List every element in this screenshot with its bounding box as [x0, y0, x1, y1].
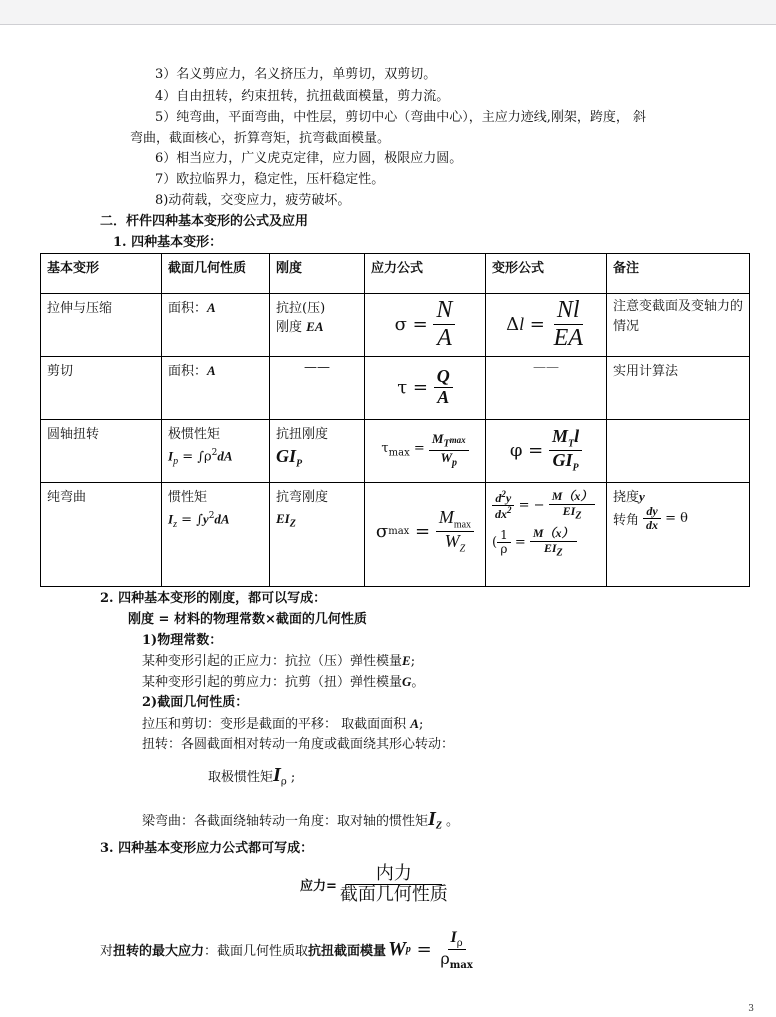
cell-geometry: [162, 420, 270, 483]
cell-deformation-formula: [486, 357, 607, 420]
subsection-1-title: 1. 四种基本变形：: [113, 235, 223, 250]
cell-stiffness: [270, 420, 365, 483]
cell-stress-formula: [365, 420, 486, 483]
cell-note: 实用计算法: [607, 357, 750, 420]
intro-line-2: 4）自由扭转，约束扭转，抗扭截面模量，剪力流。: [155, 89, 450, 104]
torsion-max-stress-line: 对 扭转的最大应力 ：截面几何性质取 抗扭截面模量 W p = $\frac{I_\rho}{\rho_{max}}$: [100, 929, 473, 972]
polar-moment-formula: $I_p = \int\rho^2dA$: [168, 448, 233, 467]
curvature-formula: ( $\frac{1}{\rho}$ = $\frac{M(x)}{EI_Z}$: [492, 527, 600, 558]
stiffness-dash: ——: [304, 360, 330, 375]
intro-line-1: 3）名义剪应力，名义挤压力，单剪切，双剪切。: [155, 67, 437, 82]
torsion-deformation-formula: φ = $\frac{M_Tl}{GI_P}$: [492, 423, 600, 477]
physical-line-2: 某种变形引起的剪应力：抗剪（扭）弹性模量G。: [142, 674, 425, 690]
header-deformation-formula: 变形公式: [486, 254, 607, 294]
cell-deformation-formula: [486, 420, 607, 483]
bending-stress-formula: σ max = $\frac{M_{max}}{W_Z}$: [371, 486, 479, 576]
geometry-line-2: 扭转：各圆截面相对转动一角度或截面绕其形心转动：: [142, 737, 455, 752]
stress-label: 应力=: [300, 878, 337, 894]
stress-numerator: 内力: [346, 864, 442, 885]
header-notes: 备注: [607, 254, 750, 294]
section-2-title: 二．杆件四种基本变形的公式及应用: [100, 214, 309, 229]
cell-deformation-formula: [486, 294, 607, 357]
cell-name: 纯弯曲: [41, 483, 162, 587]
subsection-3-title: 3. 四种基本变形应力公式都可写成：: [100, 841, 314, 856]
deflection-symbol: y: [639, 489, 645, 504]
cell-geometry: [162, 294, 270, 357]
stiffness-equation: 刚度 = 材料的物理常数×截面的几何性质: [128, 612, 367, 627]
header-stiffness: 刚度: [270, 254, 365, 294]
cell-name: 剪切: [41, 357, 162, 420]
cell-note: 注意变截面及变轴力的情况: [607, 294, 750, 357]
tension-deformation-formula: Δl = $\frac{Nl}{EA}$: [506, 297, 583, 351]
deflection-curve-formula: $\frac{d^2y}{dx^2}$ = − $\frac{M(x)}{EI_Z}$: [492, 490, 600, 521]
geometry-line-3: 取极惯性矩$I_\rho$ ;: [208, 764, 296, 788]
subsection-2-title: 2. 四种基本变形的刚度，都可以写成：: [100, 591, 327, 606]
cell-stress-formula: [365, 294, 486, 357]
geometry-line-4: 梁弯曲：各截面绕轴转动一角度：取对轴的惯性矩$I_Z$ 。: [142, 808, 460, 832]
intro-line-6: 7）欧拉临界力，稳定性，压杆稳定性。: [155, 172, 385, 187]
moment-of-inertia-formula: $I_z = \int y^2dA$: [168, 511, 230, 530]
intro-line-7: 8)动荷载，交变应力，疲劳破坏。: [155, 193, 351, 208]
table-header-row: [41, 254, 750, 294]
cell-geometry-label: 惯性矩: [168, 490, 208, 505]
slope-formula: 转角 $\frac{dy}{dx}$ = θ: [613, 504, 688, 533]
table-row: [41, 420, 750, 483]
header-stress-formula: 应力公式: [365, 254, 486, 294]
stiffness-label-1: 抗拉(压): [276, 301, 326, 316]
cell-note: [607, 483, 750, 587]
cell-name: 圆轴扭转: [41, 420, 162, 483]
cell-stiffness: [270, 294, 365, 357]
cell-deformation-formula: [486, 483, 607, 587]
shear-stress-formula: τ = $\frac{Q}{A}$: [371, 360, 479, 414]
page-number: 3: [748, 1004, 754, 1014]
geometry-title: 2)截面几何性质：: [142, 695, 249, 710]
tension-stress-formula: σ = $\frac{N}{A}$: [371, 297, 479, 351]
stress-denominator: 截面几何性质: [339, 883, 448, 905]
stiffness-symbol: EA: [306, 319, 324, 334]
cell-name: 拉伸与压缩: [41, 294, 162, 357]
cell-geometry: [162, 483, 270, 587]
cell-geometry-label: 面积：: [168, 301, 208, 316]
table-row: [41, 483, 750, 587]
torsion-stress-formula: $\tau_{max}$ = $\frac{M_T\max}{W_p}$: [371, 423, 479, 477]
stress-general-formula: [300, 864, 451, 905]
cell-stiffness: [270, 357, 365, 420]
intro-line-5: 6）相当应力，广义虎克定律，应力圆，极限应力圆。: [155, 151, 463, 166]
stiffness-label-1: 抗弯刚度: [276, 490, 329, 505]
cell-geometry-label: 极惯性矩: [168, 427, 221, 442]
cell-note: [607, 420, 750, 483]
physical-line-1: 某种变形引起的正应力：抗拉（压）弹性模量E;: [142, 653, 416, 669]
viewer-top-bar: [0, 0, 776, 25]
physical-constants-title: 1)物理常数：: [142, 633, 223, 648]
header-geometry: 截面几何性质: [162, 254, 270, 294]
header-deformation: 基本变形: [41, 254, 162, 294]
cell-stiffness: [270, 483, 365, 587]
note-slope: 转角: [613, 513, 640, 529]
area-symbol: A: [207, 300, 216, 315]
intro-line-3: 5）纯弯曲，平面弯曲，中性层，剪切中心（弯曲中心），主应力迹线,刚架，跨度， 斜: [155, 110, 647, 125]
cell-stress-formula: [365, 483, 486, 587]
cell-geometry-label: 面积：: [168, 364, 208, 379]
stiffness-label-2: 刚度: [276, 320, 303, 335]
table-row: [41, 357, 750, 420]
bending-stiffness-symbol: $EI_Z$: [276, 511, 296, 530]
intro-line-4: 弯曲，截面核心，折算弯矩，抗弯截面模量。: [130, 131, 391, 146]
geometry-line-1: 拉压和剪切：变形是截面的平移： 取截面面积 A;: [142, 716, 424, 732]
cell-geometry: [162, 357, 270, 420]
area-symbol: A: [207, 363, 216, 378]
deformation-dash: ——: [533, 360, 559, 375]
note-deflection: 挠度: [613, 490, 640, 505]
cell-stress-formula: [365, 357, 486, 420]
table-row: [41, 294, 750, 357]
deformation-table: [40, 253, 750, 587]
torsion-stiffness-symbol: $GI_P$: [276, 446, 303, 470]
stiffness-label-1: 抗扭刚度: [276, 427, 329, 442]
